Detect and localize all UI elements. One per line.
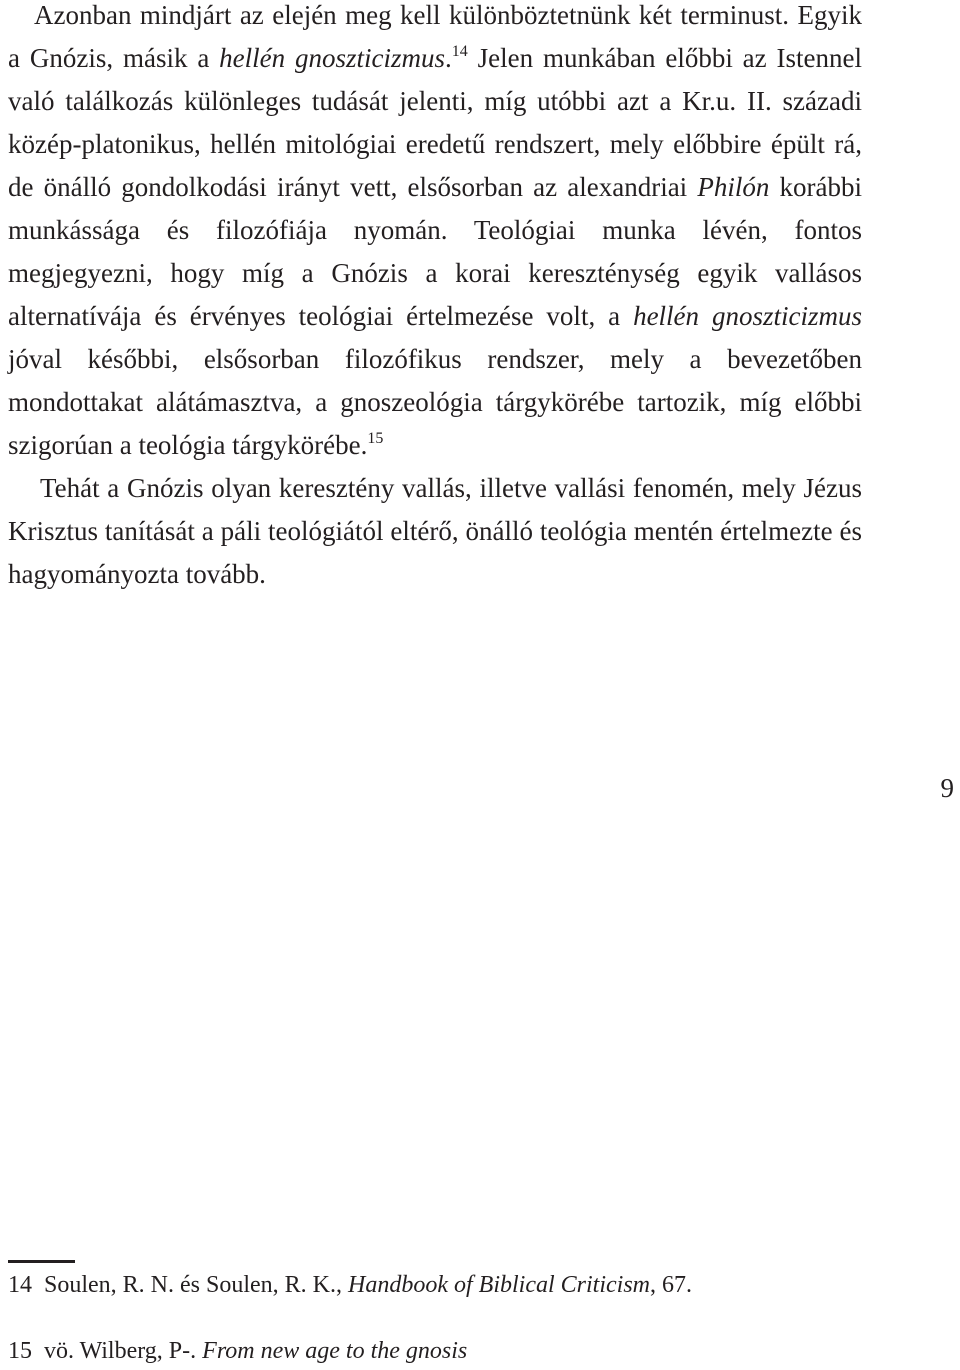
footnote-15 <box>8 1332 467 1370</box>
italic-name-philon: Philón <box>697 172 770 202</box>
footnote-book-title: Handbook of Biblical Criticism <box>348 1272 650 1298</box>
paragraph-1-text-4: korábbi munkássága és filozófiája nyomán. Teológiai munka lévén, fontos megjegyezni, hogy míg a Gnózis a korai kereszténység egyik vallásos alternatívája és érvényes teológiai értelmezése volt, a <box>8 172 862 331</box>
paragraph-1-text-2: . <box>445 43 452 73</box>
paragraph-1-text-1: Azonban mindjárt az elején meg kell különböztetnünk két terminust. Egyik a Gnózis, másik a <box>8 0 862 73</box>
main-text <box>8 0 862 596</box>
footnote-separator <box>8 1260 75 1263</box>
footnote-book-title: From new age to the gnosis <box>202 1338 468 1364</box>
paragraph-1-text-5: jóval későbbi, elsősorban filozófikus rendszer, mely a bevezetőben mondottakat alátámasztva, a gnoszeológia tárgykörébe tartozik, míg előbbi szigorúan a teológia tárgykörébe. <box>8 344 862 460</box>
footnote-reference-14: 14 <box>451 43 468 60</box>
footnote-number: 14 <box>8 1272 32 1298</box>
italic-term-hellen-gnoszticizmus: hellén gnoszticizmus <box>219 43 446 73</box>
footnote-14 <box>8 1266 692 1304</box>
footnote-number: 15 <box>8 1338 32 1364</box>
page-number: 9 <box>940 773 954 803</box>
paragraph-1-text-3: Jelen munkában előbbi az Istennel való találkozás különleges tudását jelenti, míg utóbbi azt a Kr.u. II. századi közép-platonikus, hellén mitológiai eredetű rendszert, mely előbbire épült rá, de önálló gondolkodási irányt vett, elsősorban az alexandriai <box>8 43 862 202</box>
footnote-text: Soulen, R. N. és Soulen, R. K., <box>44 1272 349 1298</box>
paragraph-1 <box>8 0 862 467</box>
footnote-text-end: , 67. <box>650 1272 692 1298</box>
paragraph-2: Tehát a Gnózis olyan keresztény vallás, illetve vallási fenomén, mely Jézus Krisztus tanítását a páli teológiától eltérő, önálló teológia mentén értelmezte és hagyományozta tovább. <box>8 473 862 589</box>
italic-term-hellen-gnoszticizmus-2: hellén gnoszticizmus <box>633 301 862 331</box>
footnote-text: vö. Wilberg, P-. <box>44 1338 203 1364</box>
footnote-reference-15: 15 <box>367 430 384 447</box>
